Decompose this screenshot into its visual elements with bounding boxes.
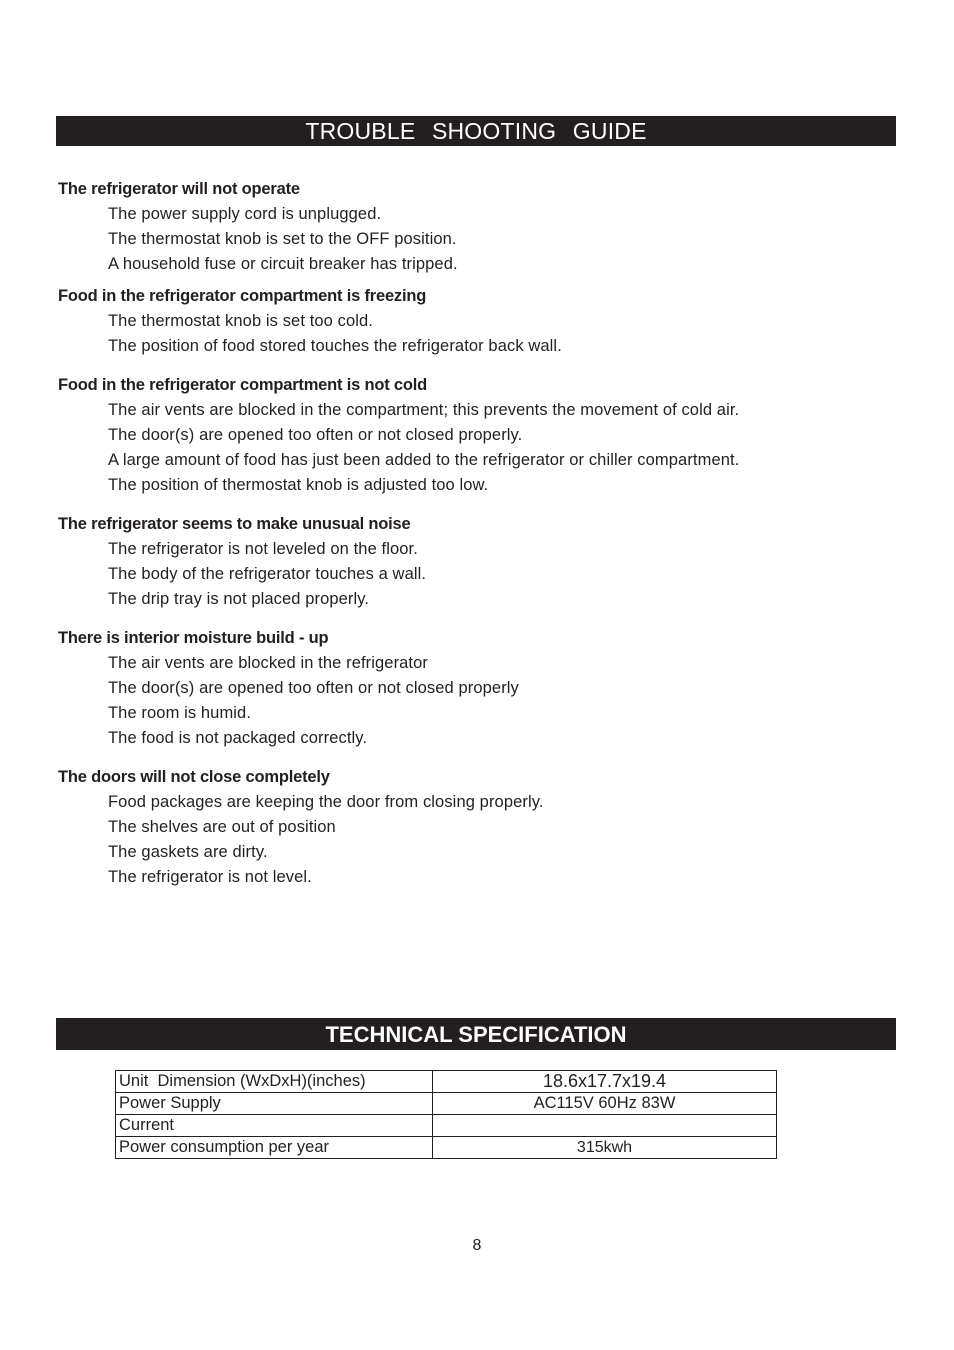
list-item: The body of the refrigerator touches a wall. bbox=[108, 565, 427, 583]
section-freezing bbox=[58, 284, 898, 359]
section-moisture bbox=[58, 626, 898, 751]
specification-title: TECHNICAL SPECIFICATION bbox=[325, 1022, 627, 1047]
list-item: The room is humid. bbox=[108, 704, 252, 722]
list-item: The air vents are blocked in the compartment; this prevents the movement of cold air. bbox=[108, 401, 740, 419]
list-item: The door(s) are opened too often or not closed properly. bbox=[108, 426, 523, 444]
troubleshooting-title-bar bbox=[56, 116, 896, 146]
section-heading: The doors will not close completely bbox=[58, 768, 330, 786]
list-item: The refrigerator is not leveled on the floor. bbox=[108, 540, 418, 558]
list-item: The position of thermostat knob is adjusted too low. bbox=[108, 476, 489, 494]
list-item: The drip tray is not placed properly. bbox=[108, 590, 370, 608]
specification-table bbox=[115, 1070, 777, 1159]
section-doors-not-close bbox=[58, 765, 898, 890]
list-item: The power supply cord is unplugged. bbox=[108, 205, 382, 223]
section-heading: Food in the refrigerator compartment is freezing bbox=[58, 287, 427, 305]
spec-label: Power consumption per year bbox=[116, 1137, 433, 1159]
list-item: The gaskets are dirty. bbox=[108, 843, 268, 861]
list-item: Food packages are keeping the door from closing properly. bbox=[108, 793, 544, 811]
list-item: The thermostat knob is set to the OFF position. bbox=[108, 230, 457, 248]
spec-value: 18.6x17.7x19.4 bbox=[433, 1071, 777, 1093]
list-item: The refrigerator is not level. bbox=[108, 868, 312, 886]
specification-title-bar bbox=[56, 1018, 896, 1050]
spec-value bbox=[433, 1115, 777, 1137]
troubleshooting-title: TROUBLE SHOOTING GUIDE bbox=[305, 118, 647, 144]
table-row bbox=[116, 1071, 777, 1093]
list-item: The air vents are blocked in the refrigerator bbox=[108, 654, 428, 672]
list-item: The shelves are out of position bbox=[108, 818, 336, 836]
section-heading: The refrigerator seems to make unusual noise bbox=[58, 515, 411, 533]
list-item: The position of food stored touches the refrigerator back wall. bbox=[108, 337, 562, 355]
spec-label: Current bbox=[116, 1115, 433, 1137]
section-will-not-operate bbox=[58, 177, 898, 277]
section-heading: There is interior moisture build - up bbox=[58, 629, 329, 647]
section-unusual-noise bbox=[58, 512, 898, 612]
table-row bbox=[116, 1137, 777, 1159]
section-heading: Food in the refrigerator compartment is not cold bbox=[58, 376, 428, 394]
list-item: A large amount of food has just been added to the refrigerator or chiller compartment. bbox=[108, 451, 740, 469]
table-row bbox=[116, 1115, 777, 1137]
spec-label: Unit Dimension (WxDxH)(inches) bbox=[116, 1071, 433, 1093]
list-item: The food is not packaged correctly. bbox=[108, 729, 368, 747]
list-item: A household fuse or circuit breaker has tripped. bbox=[108, 255, 458, 273]
page-number: 8 bbox=[472, 1237, 482, 1254]
list-item: The door(s) are opened too often or not closed properly bbox=[108, 679, 519, 697]
section-not-cold bbox=[58, 373, 898, 498]
spec-value: AC115V 60Hz 83W bbox=[433, 1093, 777, 1115]
spec-label: Power Supply bbox=[116, 1093, 433, 1115]
section-heading: The refrigerator will not operate bbox=[58, 180, 300, 198]
table-row bbox=[116, 1093, 777, 1115]
spec-value: 315kwh bbox=[433, 1137, 777, 1159]
list-item: The thermostat knob is set too cold. bbox=[108, 312, 373, 330]
